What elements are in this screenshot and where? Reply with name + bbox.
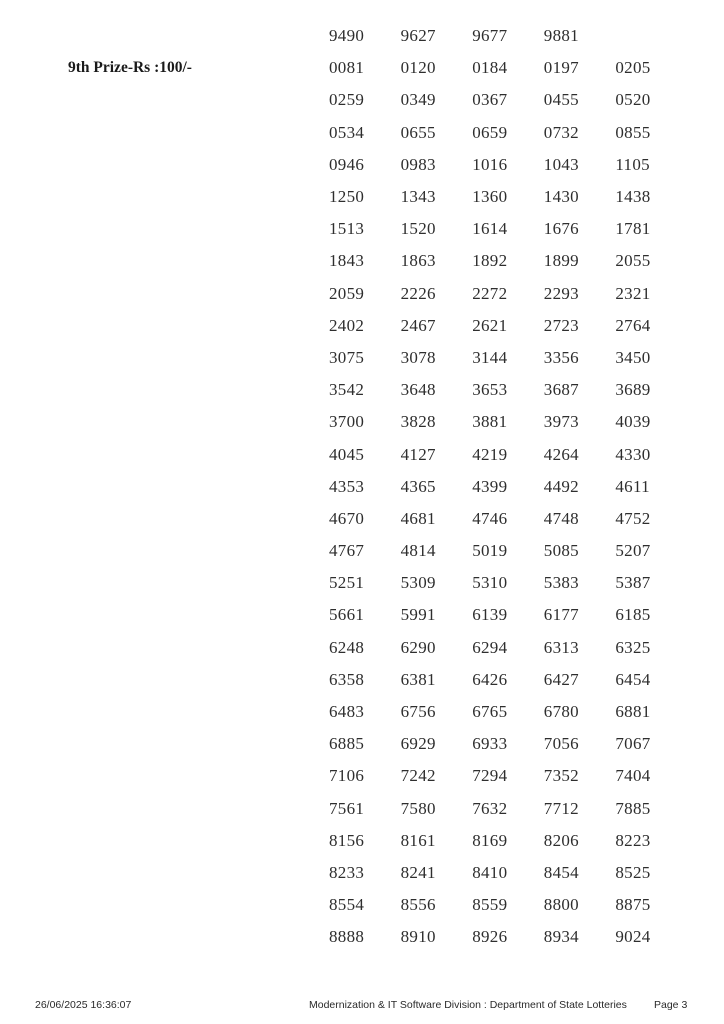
footer-page-number: Page 3 — [654, 999, 688, 1011]
number-cell: 0655 — [400, 122, 436, 142]
number-cell: 4365 — [400, 476, 436, 496]
number-grid — [329, 20, 709, 953]
number-row — [329, 181, 709, 213]
number-cell: 4264 — [543, 444, 579, 464]
number-cell: 9627 — [400, 26, 436, 46]
number-cell: 4127 — [400, 444, 436, 464]
number-row — [329, 310, 709, 342]
number-cell: 0081 — [329, 58, 365, 78]
number-cell: 1892 — [472, 251, 508, 271]
page-footer — [0, 999, 724, 1013]
number-cell: 7632 — [472, 798, 508, 818]
number-cell: 5383 — [543, 573, 579, 593]
number-cell: 8454 — [543, 862, 579, 882]
number-cell: 6933 — [472, 734, 508, 754]
number-cell: 8233 — [329, 862, 365, 882]
number-row — [329, 599, 709, 631]
number-cell: 1250 — [329, 187, 365, 207]
number-cell: 9881 — [543, 26, 579, 46]
number-cell: 8888 — [329, 927, 365, 947]
number-cell: 2723 — [543, 315, 579, 335]
number-row — [329, 20, 709, 52]
number-cell: 0534 — [329, 122, 365, 142]
number-row — [329, 696, 709, 728]
number-cell: 4748 — [543, 508, 579, 528]
number-cell: 3689 — [615, 380, 651, 400]
number-cell: 3700 — [329, 412, 365, 432]
number-cell: 6177 — [543, 605, 579, 625]
number-cell: 1438 — [615, 187, 651, 207]
number-cell: 6765 — [472, 702, 508, 722]
number-cell: 2321 — [615, 283, 651, 303]
number-cell: 6248 — [329, 637, 365, 657]
number-cell: 8156 — [329, 830, 365, 850]
number-cell: 6454 — [615, 669, 651, 689]
number-cell: 9024 — [615, 927, 651, 947]
number-row — [329, 471, 709, 503]
number-cell: 6780 — [543, 702, 579, 722]
number-row — [329, 567, 709, 599]
number-row — [329, 632, 709, 664]
number-cell: 1863 — [400, 251, 436, 271]
number-cell: 2226 — [400, 283, 436, 303]
number-cell: 1614 — [472, 219, 508, 239]
number-cell: 0120 — [400, 58, 436, 78]
number-row — [329, 342, 709, 374]
number-row — [329, 52, 709, 84]
number-cell: 4219 — [472, 444, 508, 464]
number-cell: 8241 — [400, 862, 436, 882]
number-cell: 8554 — [329, 895, 365, 915]
number-cell: 5019 — [472, 541, 508, 561]
number-cell: 3687 — [543, 380, 579, 400]
number-cell: 4399 — [472, 476, 508, 496]
number-cell: 5991 — [400, 605, 436, 625]
number-cell: 8161 — [400, 830, 436, 850]
number-cell: 0205 — [615, 58, 651, 78]
number-cell: 4492 — [543, 476, 579, 496]
number-cell: 6139 — [472, 605, 508, 625]
number-cell: 6290 — [400, 637, 436, 657]
number-row — [329, 825, 709, 857]
number-cell: 6325 — [615, 637, 651, 657]
number-row — [329, 84, 709, 116]
number-cell: 8525 — [615, 862, 651, 882]
number-row — [329, 438, 709, 470]
number-cell: 1899 — [543, 251, 579, 271]
number-cell: 7294 — [472, 766, 508, 786]
number-cell: 0197 — [543, 58, 579, 78]
number-row — [329, 245, 709, 277]
number-cell: 6426 — [472, 669, 508, 689]
number-cell: 7580 — [400, 798, 436, 818]
number-row — [329, 889, 709, 921]
number-cell: 7067 — [615, 734, 651, 754]
number-row — [329, 503, 709, 535]
number-cell: 2467 — [400, 315, 436, 335]
number-row — [329, 374, 709, 406]
number-cell: 1043 — [543, 154, 579, 174]
number-cell: 7561 — [329, 798, 365, 818]
number-cell: 3078 — [400, 347, 436, 367]
number-cell: 1360 — [472, 187, 508, 207]
number-cell: 1430 — [543, 187, 579, 207]
number-row — [329, 117, 709, 149]
number-cell: 4611 — [615, 476, 650, 496]
number-cell: 0259 — [329, 90, 365, 110]
number-cell: 3075 — [329, 347, 365, 367]
number-cell: 2293 — [543, 283, 579, 303]
number-cell: 8559 — [472, 895, 508, 915]
number-cell: 3144 — [472, 347, 508, 367]
number-cell: 7712 — [543, 798, 579, 818]
number-cell: 0184 — [472, 58, 508, 78]
number-row — [329, 760, 709, 792]
prize-label: 9th Prize-Rs :100/- — [68, 59, 192, 76]
number-cell: 2764 — [615, 315, 651, 335]
number-cell: 8223 — [615, 830, 651, 850]
number-cell: 6483 — [329, 702, 365, 722]
number-cell: 5387 — [615, 573, 651, 593]
number-row — [329, 921, 709, 953]
number-cell: 4330 — [615, 444, 651, 464]
number-cell: 6885 — [329, 734, 365, 754]
number-cell: 5251 — [329, 573, 365, 593]
number-cell: 6381 — [400, 669, 436, 689]
number-cell: 6358 — [329, 669, 365, 689]
number-cell: 7106 — [329, 766, 365, 786]
number-cell: 2272 — [472, 283, 508, 303]
number-cell: 5310 — [472, 573, 508, 593]
number-cell: 3828 — [400, 412, 436, 432]
number-cell: 3356 — [543, 347, 579, 367]
number-cell: 4746 — [472, 508, 508, 528]
number-cell: 0946 — [329, 154, 365, 174]
number-row — [329, 857, 709, 889]
number-cell: 6427 — [543, 669, 579, 689]
number-row — [329, 793, 709, 825]
number-cell: 3973 — [543, 412, 579, 432]
number-cell: 6313 — [543, 637, 579, 657]
number-cell: 7352 — [543, 766, 579, 786]
number-cell: 5309 — [400, 573, 436, 593]
number-row — [329, 535, 709, 567]
number-cell: 4039 — [615, 412, 651, 432]
number-cell: 6185 — [615, 605, 651, 625]
number-cell: 6294 — [472, 637, 508, 657]
number-cell: 2621 — [472, 315, 508, 335]
number-row — [329, 278, 709, 310]
number-cell: 4353 — [329, 476, 365, 496]
number-row — [329, 406, 709, 438]
number-cell: 0855 — [615, 122, 651, 142]
footer-timestamp: 26/06/2025 16:36:07 — [35, 999, 132, 1011]
number-cell: 1843 — [329, 251, 365, 271]
number-cell: 4670 — [329, 508, 365, 528]
number-cell: 4814 — [400, 541, 436, 561]
number-cell: 3653 — [472, 380, 508, 400]
number-cell: 5085 — [543, 541, 579, 561]
number-cell: 4752 — [615, 508, 651, 528]
number-cell: 0983 — [400, 154, 436, 174]
number-cell: 2059 — [329, 283, 365, 303]
number-cell: 1781 — [615, 219, 651, 239]
number-cell: 0367 — [472, 90, 508, 110]
number-cell: 1343 — [400, 187, 436, 207]
number-cell: 7242 — [400, 766, 436, 786]
number-row — [329, 149, 709, 181]
footer-division-text: Modernization & IT Software Division : Department of State Lotteries — [309, 999, 627, 1011]
number-cell: 5207 — [615, 541, 651, 561]
number-cell: 0732 — [543, 122, 579, 142]
number-cell: 1513 — [329, 219, 365, 239]
number-cell: 8910 — [400, 927, 436, 947]
number-cell: 6929 — [400, 734, 436, 754]
number-cell: 8800 — [543, 895, 579, 915]
number-cell: 1016 — [472, 154, 508, 174]
number-cell: 8926 — [472, 927, 508, 947]
number-cell: 9490 — [329, 26, 365, 46]
number-cell: 1105 — [615, 154, 650, 174]
number-row — [329, 728, 709, 760]
number-cell: 1520 — [400, 219, 436, 239]
number-cell: 8934 — [543, 927, 579, 947]
number-cell: 3542 — [329, 380, 365, 400]
number-cell: 7404 — [615, 766, 651, 786]
number-cell: 3881 — [472, 412, 508, 432]
number-cell: 0520 — [615, 90, 651, 110]
number-cell: 3450 — [615, 347, 651, 367]
number-cell: 8410 — [472, 862, 508, 882]
number-cell: 0659 — [472, 122, 508, 142]
number-cell: 5661 — [329, 605, 365, 625]
number-cell: 8556 — [400, 895, 436, 915]
number-cell: 2055 — [615, 251, 651, 271]
number-cell: 1676 — [543, 219, 579, 239]
number-cell: 4681 — [400, 508, 436, 528]
number-row — [329, 213, 709, 245]
number-cell: 4045 — [329, 444, 365, 464]
number-cell: 3648 — [400, 380, 436, 400]
number-cell: 0349 — [400, 90, 436, 110]
number-cell: 8875 — [615, 895, 651, 915]
number-cell: 8206 — [543, 830, 579, 850]
number-cell: 7885 — [615, 798, 651, 818]
number-cell: 8169 — [472, 830, 508, 850]
number-cell: 4767 — [329, 541, 365, 561]
number-cell: 7056 — [543, 734, 579, 754]
number-row — [329, 664, 709, 696]
number-cell: 2402 — [329, 315, 365, 335]
number-cell: 6756 — [400, 702, 436, 722]
number-cell: 9677 — [472, 26, 508, 46]
number-cell: 6881 — [615, 702, 651, 722]
number-cell: 0455 — [543, 90, 579, 110]
